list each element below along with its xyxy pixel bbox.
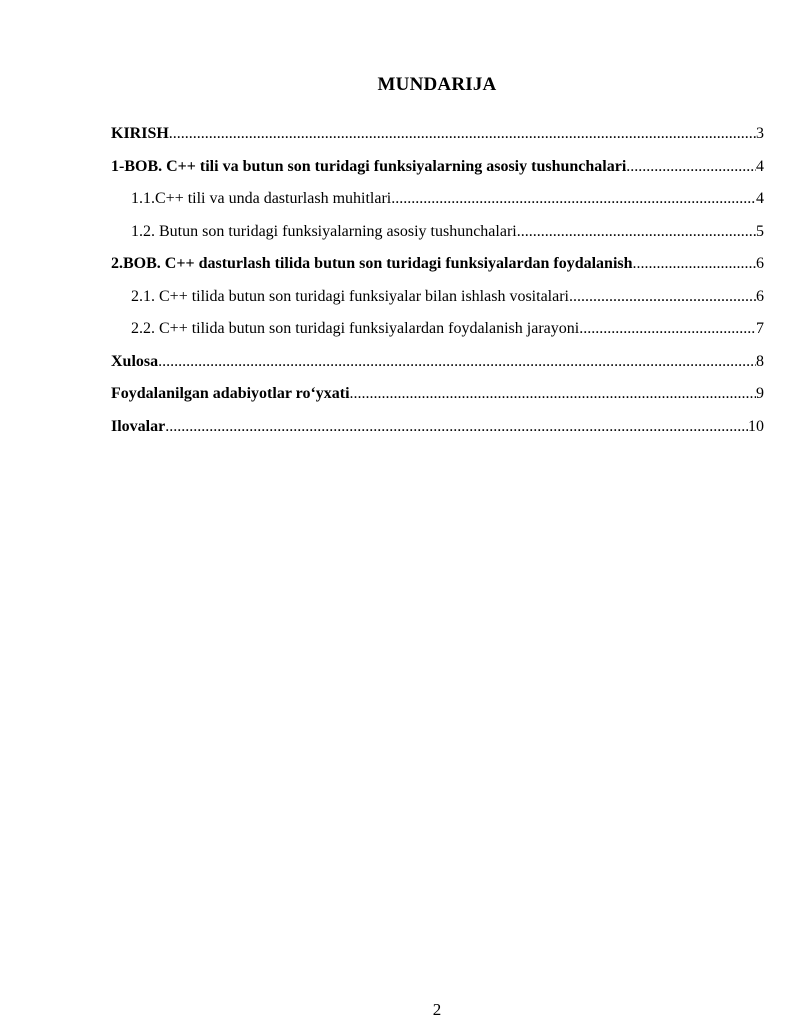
toc-entry-page: 10 (748, 417, 764, 435)
table-of-contents (111, 121, 764, 446)
toc-dot-leader (158, 349, 756, 375)
toc-entry-page: 5 (756, 222, 764, 240)
toc-entry-page: 9 (756, 385, 764, 402)
toc-entry-label: 1.1.C++ tili va unda dasturlash muhitlari (131, 190, 392, 207)
toc-entry-kirish (111, 121, 764, 154)
toc-entry-references (111, 381, 764, 414)
toc-entry-label: Ilovalar (111, 417, 166, 435)
toc-dot-leader (579, 316, 756, 342)
toc-dot-leader (569, 284, 756, 310)
toc-entry-label: 2.1. C++ tilida butun son turidagi funksiyalar bilan ishlash vositalari (131, 287, 569, 305)
toc-entry-section-2-2 (111, 316, 764, 349)
toc-entry-chapter-1 (111, 154, 764, 187)
toc-entry-page: 7 (756, 320, 764, 337)
toc-entry-section-1-2 (111, 219, 764, 252)
toc-dot-leader (350, 381, 756, 407)
toc-dot-leader (391, 186, 756, 212)
toc-dot-leader (165, 414, 748, 440)
toc-entry-page: 3 (756, 125, 764, 142)
toc-entry-label: 1-BOB. C++ tili va butun son turidagi funksiyalarning asosiy tushunchalari (111, 157, 627, 175)
toc-entry-page: 6 (756, 255, 764, 272)
toc-entry-label: 2.BOB. C++ dasturlash tilida butun son turidagi funksiyalardan foydalanish (111, 255, 633, 272)
toc-entry-appendices (111, 414, 764, 447)
toc-entry-page: 4 (756, 157, 764, 175)
toc-entry-page: 6 (756, 287, 764, 305)
toc-entry-label: Foydalanilgan adabiyotlar ro‘yxati (111, 385, 350, 402)
toc-dot-leader (633, 251, 756, 277)
page-number: 2 (432, 1000, 442, 1019)
toc-entry-page: 4 (756, 190, 764, 207)
toc-dot-leader (169, 121, 756, 147)
toc-entry-label: KIRISH (111, 125, 169, 142)
toc-dot-leader (517, 219, 756, 245)
toc-entry-chapter-2 (111, 251, 764, 284)
toc-entry-section-1-1 (111, 186, 764, 219)
toc-dot-leader (626, 154, 756, 180)
page-title: MUNDARIJA (377, 74, 497, 95)
toc-entry-section-2-1 (111, 284, 764, 317)
toc-entry-label: 2.2. C++ tilida butun son turidagi funksiyalardan foydalanish jarayoni (131, 320, 580, 337)
toc-entry-page: 8 (756, 352, 764, 370)
toc-entry-label: 1.2. Butun son turidagi funksiyalarning asosiy tushunchalari (131, 222, 517, 240)
toc-entry-xulosa (111, 349, 764, 382)
toc-entry-label: Xulosa (111, 352, 159, 370)
